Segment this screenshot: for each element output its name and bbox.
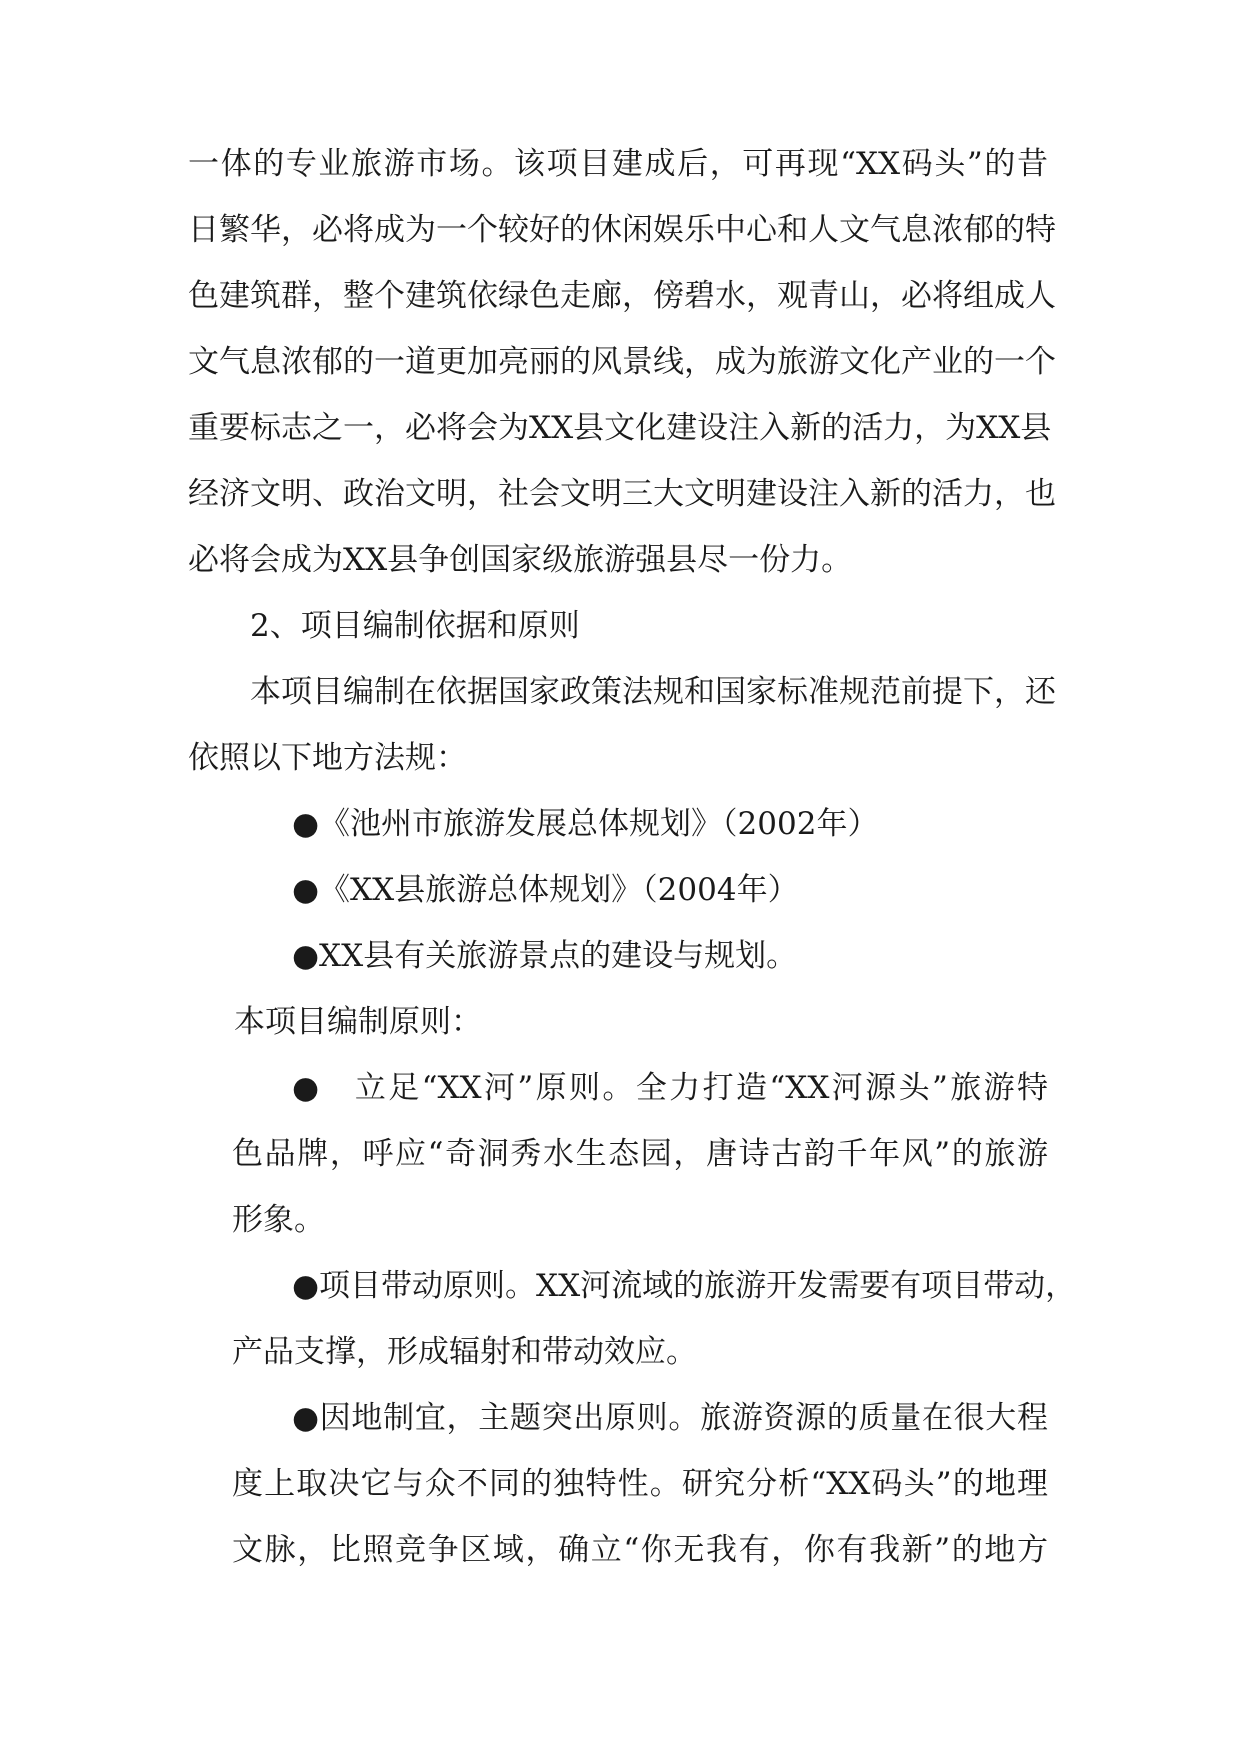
basis-line-1: 本项目编制在依据国家政策法规和国家标准规范前提下，还 [250, 674, 1056, 710]
principle-1-line-1: ● 立足“XX河”原则。全力打造“XX河源头”旅游特 [292, 1070, 1048, 1106]
principle-3-line-3: 文脉，比照竞争区域，确立“你无我有，你有我新”的地方 [232, 1532, 1048, 1568]
principle-1-line-2: 色品牌，呼应“奇洞秀水生态园，唐诗古韵千年风”的旅游 [232, 1136, 1048, 1172]
paragraph-line-4: 文气息浓郁的一道更加亮丽的风景线，成为旅游文化产业的一个 [188, 344, 1056, 380]
principle-1-line-3: 形象。 [232, 1202, 325, 1238]
paragraph-line-1: 一体的专业旅游市场。该项目建成后，可再现“XX码头”的昔 [188, 146, 1048, 182]
regulation-item-2: ●《XX县旅游总体规划》（2004年） [292, 872, 799, 908]
paragraph-line-3: 色建筑群，整个建筑依绿色走廊，傍碧水，观青山，必将组成人 [188, 278, 1056, 314]
principle-3-line-2: 度上取决它与众不同的独特性。研究分析“XX码头”的地理 [232, 1466, 1048, 1502]
principle-2-line-2: 产品支撑，形成辐射和带动效应。 [232, 1334, 697, 1370]
principle-3-line-1: ●因地制宜，主题突出原则。旅游资源的质量在很大程 [292, 1400, 1048, 1436]
principle-2-line-1: ●项目带动原则。XX河流域的旅游开发需要有项目带动， [292, 1268, 1077, 1304]
paragraph-line-5: 重要标志之一，必将会为XX县文化建设注入新的活力，为XX县 [188, 410, 1052, 446]
paragraph-line-7: 必将会成为XX县争创国家级旅游强县尽一份力。 [188, 542, 853, 578]
paragraph-line-2: 日繁华，必将成为一个较好的休闲娱乐中心和人文气息浓郁的特 [188, 212, 1056, 248]
regulation-item-1: ●《池州市旅游发展总体规划》（2002年） [292, 806, 879, 842]
principles-heading: 本项目编制原则： [234, 1004, 482, 1040]
section-heading: 2、项目编制依据和原则 [250, 608, 580, 644]
basis-line-2: 依照以下地方法规： [188, 740, 467, 776]
paragraph-line-6: 经济文明、政治文明，社会文明三大文明建设注入新的活力，也 [188, 476, 1056, 512]
regulation-item-3: ●XX县有关旅游景点的建设与规划。 [292, 938, 798, 974]
